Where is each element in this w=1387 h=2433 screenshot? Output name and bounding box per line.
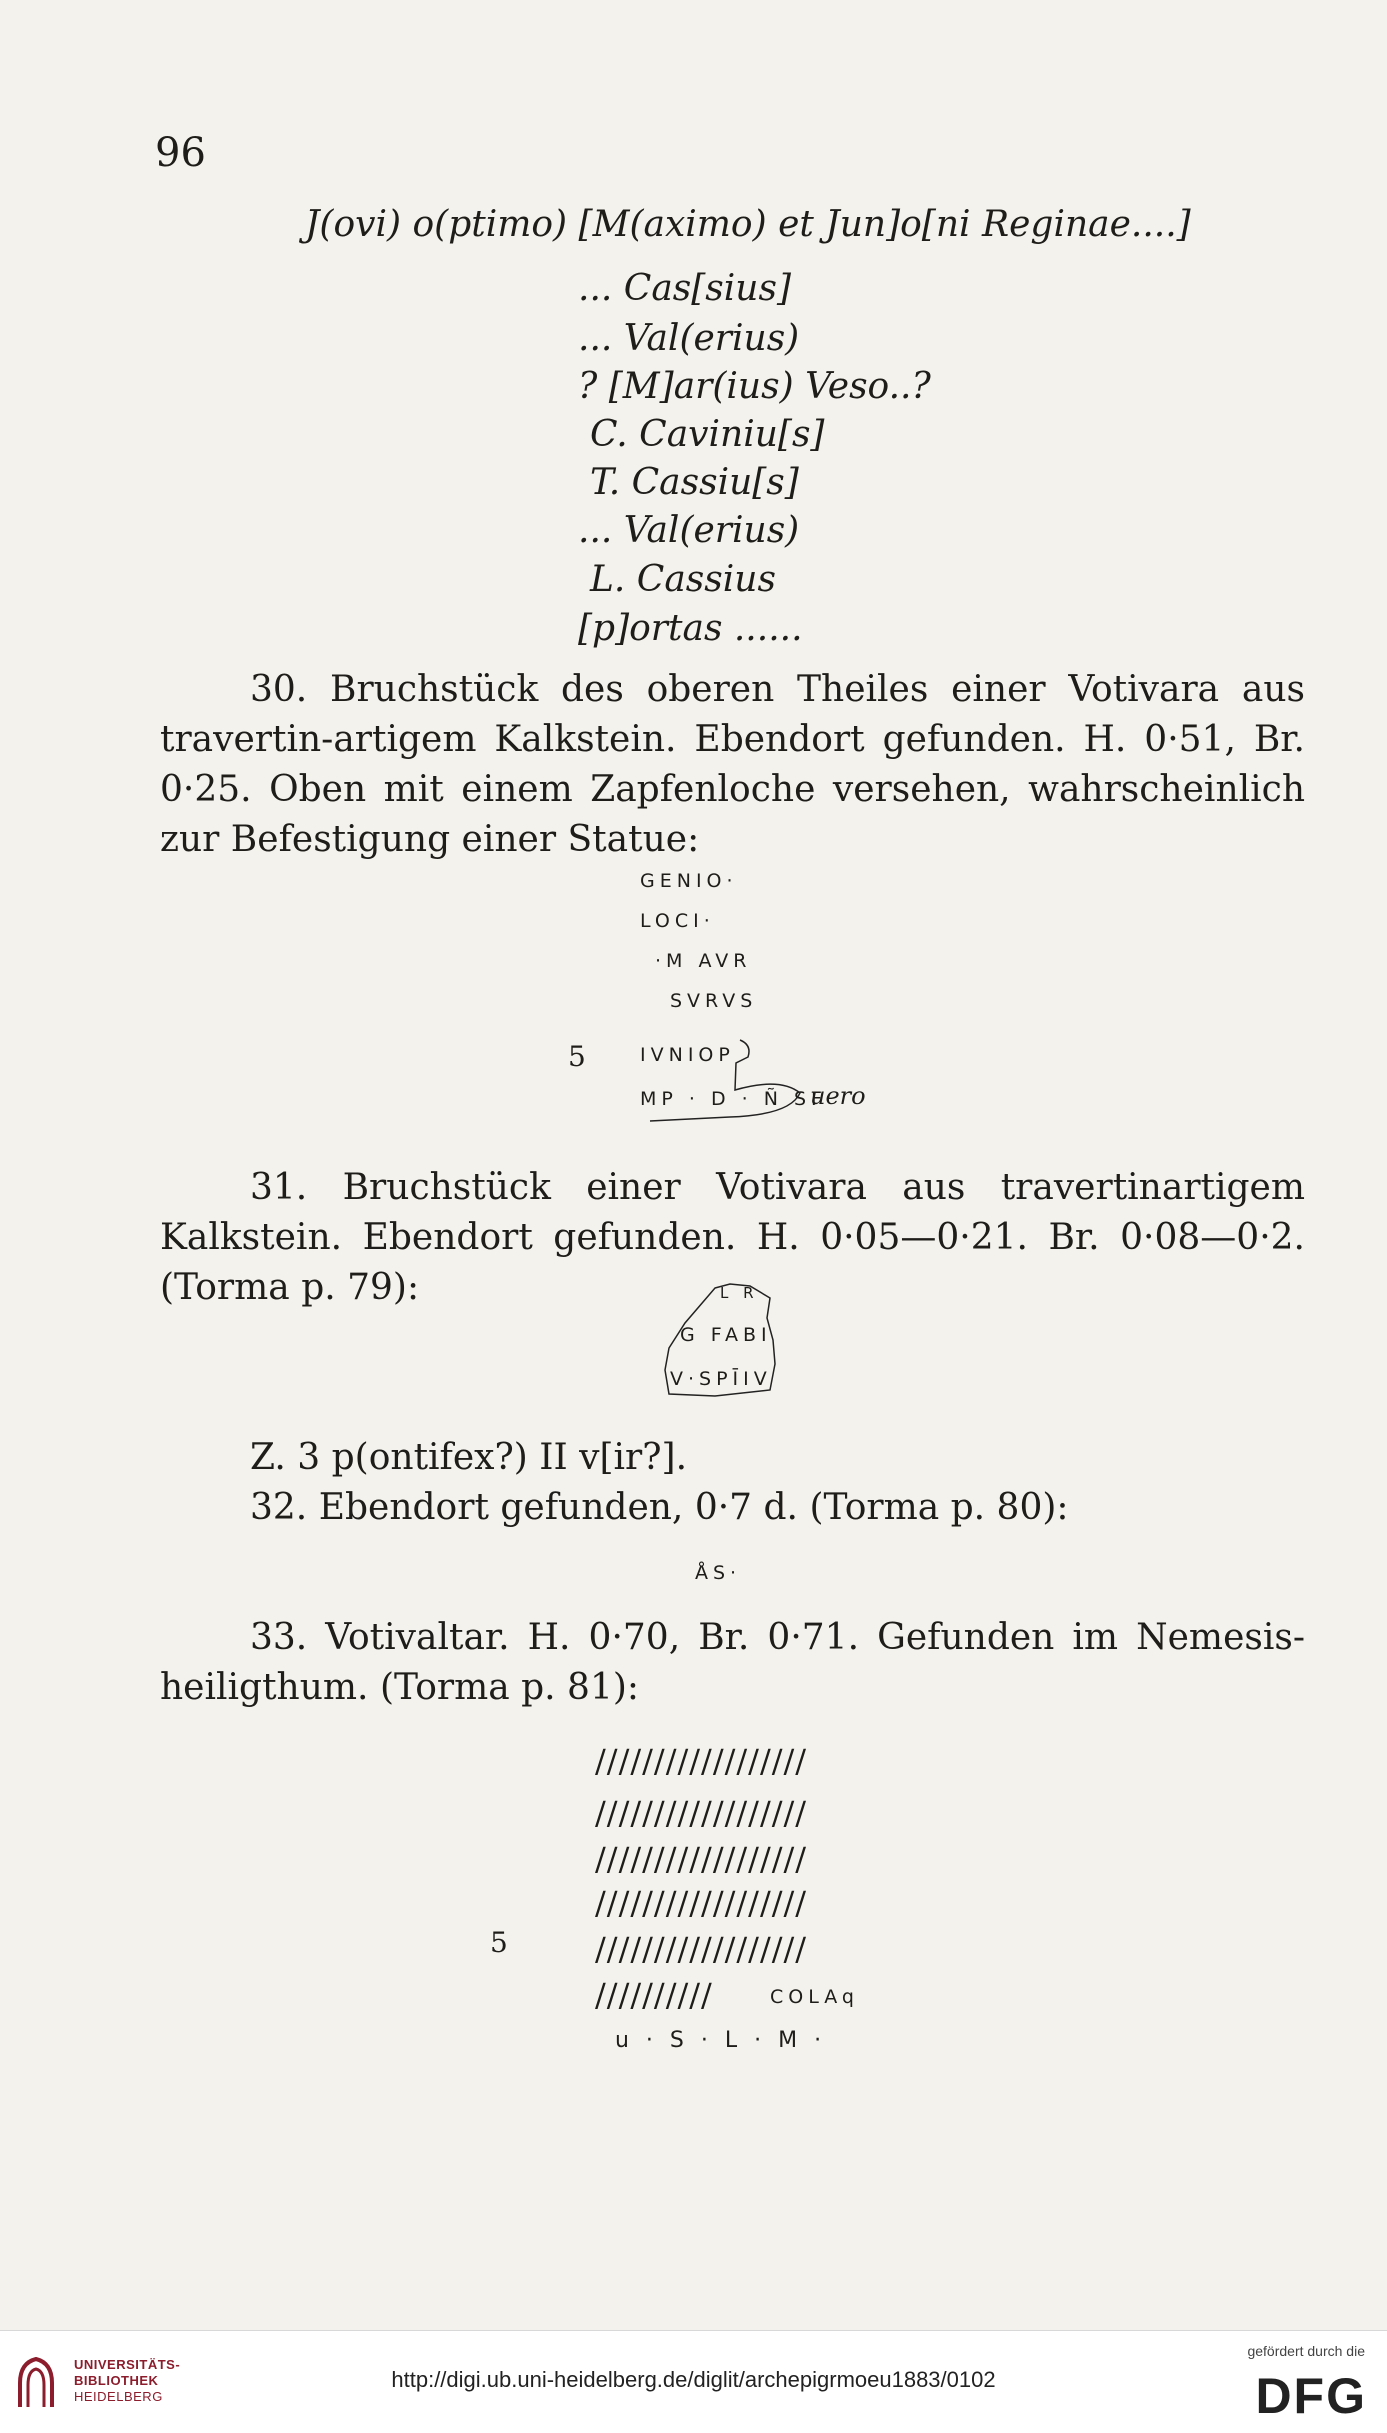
inscription-line: ... Val(erius) bbox=[578, 318, 800, 359]
inscription-line: ... Val(erius) bbox=[578, 510, 800, 551]
inscription-line: ... Cas[sius] bbox=[578, 268, 791, 309]
effaced-line: ////////////////// bbox=[595, 1840, 808, 1878]
inscription-line: MP · D · Ñ SF bbox=[640, 1088, 827, 1110]
effaced-line: ////////////////// bbox=[595, 1794, 808, 1832]
inscription-line: V·SPĪIV bbox=[670, 1368, 772, 1390]
inscription-line: GENIO· bbox=[640, 870, 738, 892]
entry-32-text: 32. Ebendort gefunden, 0·7 d. (Torma p. 80): bbox=[250, 1487, 1069, 1528]
effaced-line: ////////////////// bbox=[595, 1930, 808, 1968]
inscription-line: COLAq bbox=[770, 1986, 859, 2008]
line-number: 5 bbox=[568, 1040, 586, 1073]
entry-30-text: 30. Bruchstück des oberen Theiles einer Votivara aus travertin-artigem Kalkstein. Ebendort gefunden. H. 0·51, Br. 0·25. Oben mit einem Zapfenloche versehen, wahrscheinlich zur Befestigung einer Statue: bbox=[160, 669, 1305, 860]
inscription-line: ·M AVR bbox=[655, 950, 752, 972]
footer-bar bbox=[0, 2330, 1387, 2433]
library-line: UNIVERSITÄTS- bbox=[74, 2357, 181, 2372]
source-url[interactable]: http://digi.ub.uni-heidelberg.de/diglit/archepigrmoeu1883/0102 bbox=[391, 2367, 996, 2392]
inscription-line: C. Caviniu[s] bbox=[590, 414, 825, 455]
inscription-line: SVRVS bbox=[670, 990, 758, 1012]
inscription-line: T. Cassiu[s] bbox=[590, 462, 799, 503]
entry-31-note: Z. 3 p(ontifex?) II v[ir?]. bbox=[250, 1437, 688, 1478]
inscription-line: J(ovi) o(ptimo) [M(aximo) et Jun]o[ni Reginae....] bbox=[305, 204, 1191, 245]
funding-label: gefördert durch die bbox=[1247, 2343, 1365, 2359]
line-number: 5 bbox=[490, 1926, 508, 1959]
effaced-line: ////////////////// bbox=[595, 1884, 808, 1922]
inscription-line: L. Cassius bbox=[590, 559, 776, 600]
page-number: 96 bbox=[155, 130, 206, 176]
effaced-line: ////////////////// bbox=[595, 1742, 808, 1780]
inscription-line: [p]ortas ...... bbox=[578, 608, 803, 649]
inscription-line: u · S · L · M · bbox=[615, 2028, 827, 2053]
entry-33-text: 33. Votivaltar. H. 0·70, Br. 0·71. Gefunden im Nemesis-heiligthum. (Torma p. 81): bbox=[160, 1617, 1305, 1708]
library-line: HEIDELBERG bbox=[74, 2389, 163, 2404]
effaced-line: ////////// bbox=[595, 1976, 713, 2014]
inscription-line: LOCI· bbox=[640, 910, 715, 932]
entry-31-text: 31. Bruchstück einer Votivara aus travertinartigem Kalkstein. Ebendort gefunden. H. 0·05—0·21. Br. 0·08—0·2. (Torma p. 79): bbox=[160, 1167, 1305, 1308]
inscription-line: G FABI bbox=[680, 1324, 772, 1346]
dfg-logo: DFG bbox=[1255, 2368, 1367, 2424]
inscription-line: ? [M]ar(ius) Veso..? bbox=[578, 366, 931, 407]
inscription-line: IVNIOP bbox=[640, 1044, 735, 1066]
library-line: BIBLIOTHEK bbox=[74, 2373, 159, 2388]
inscription-32: ÅS· bbox=[695, 1562, 742, 1584]
inscription-line: L R bbox=[720, 1284, 759, 1302]
inscription-ending: uero bbox=[810, 1082, 866, 1110]
fracture-line bbox=[640, 985, 820, 1140]
